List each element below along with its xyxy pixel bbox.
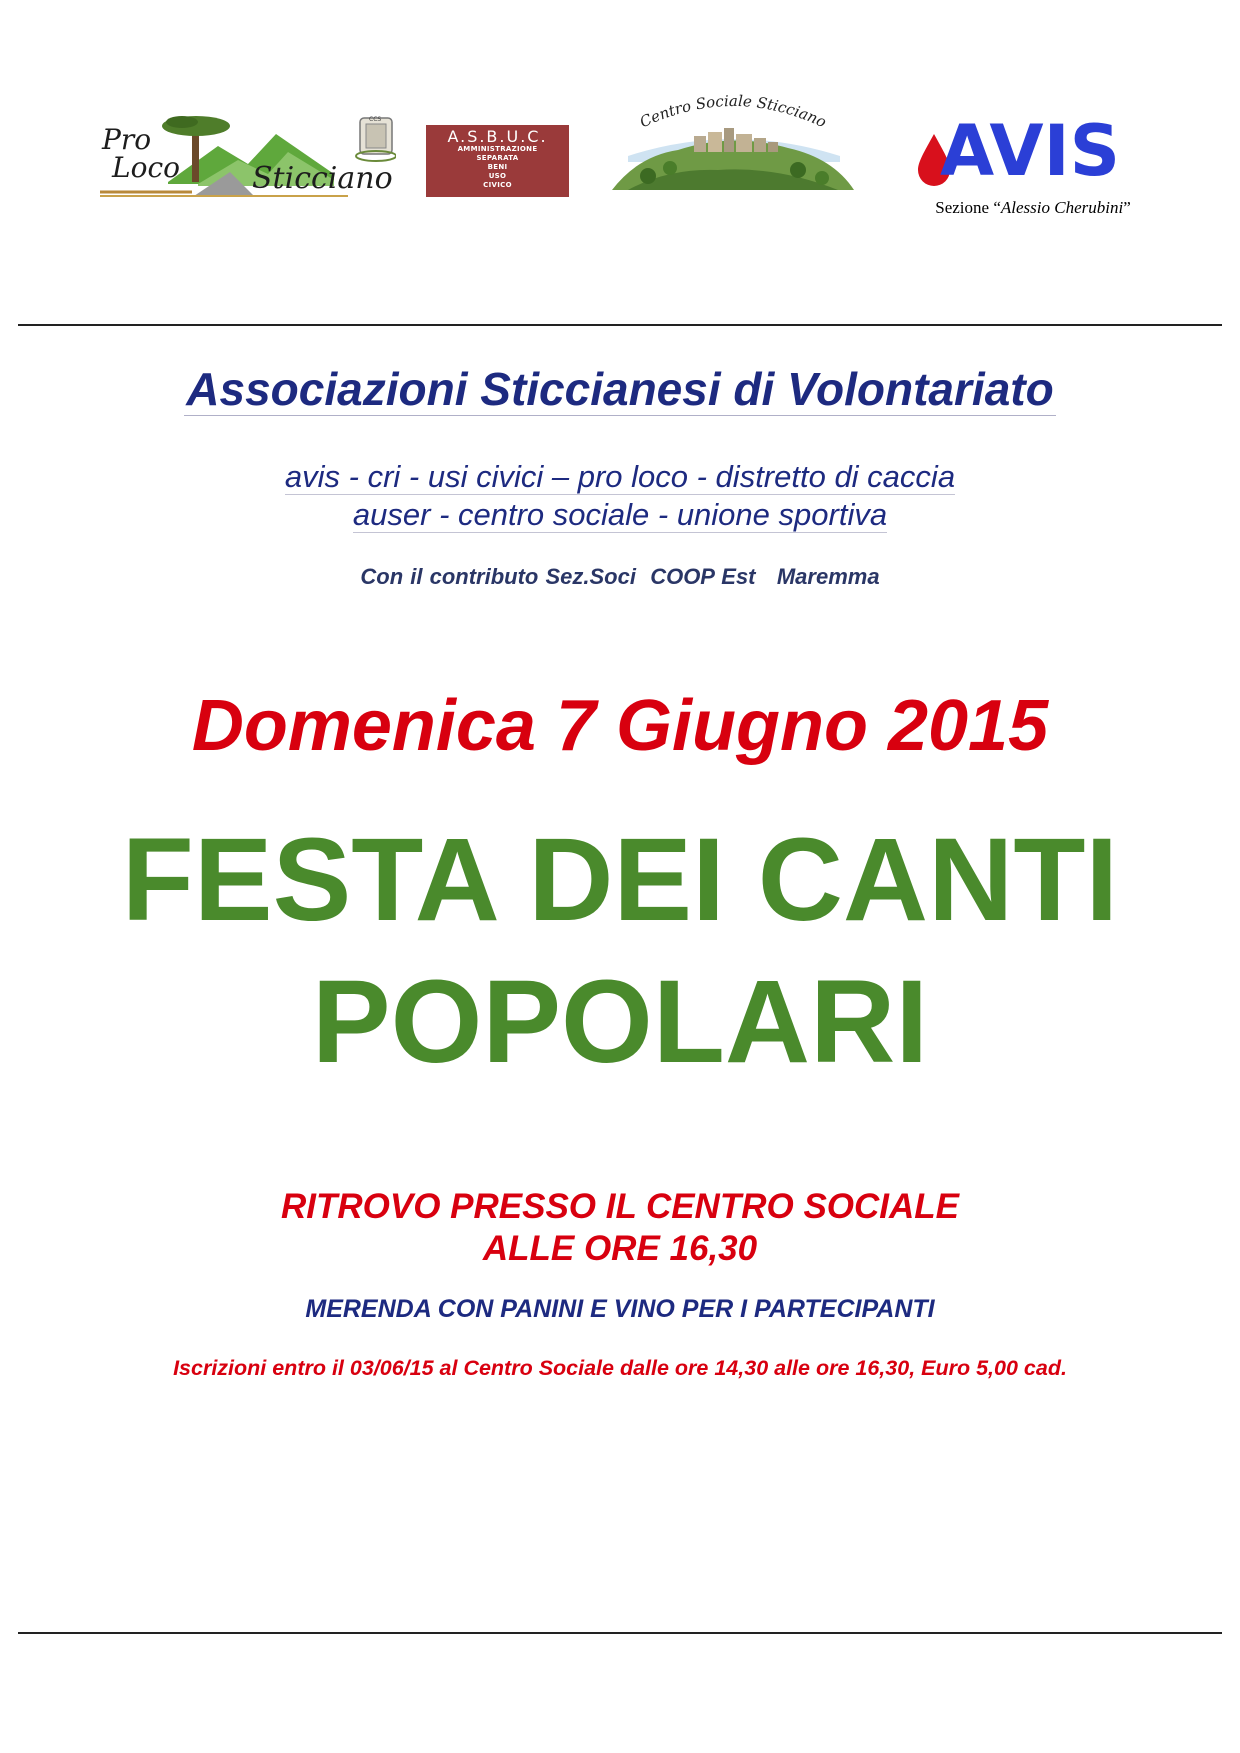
associations-title-text: Associazioni Sticcianesi di Volontariato — [186, 363, 1054, 415]
svg-text:CCS: CCS — [369, 116, 382, 123]
members-line-1 — [0, 458, 1240, 496]
event-date: Domenica 7 Giugno 2015 — [191, 686, 1049, 766]
top-divider — [18, 324, 1222, 326]
asbuc-line: AMMINISTRAZIONE — [457, 145, 538, 153]
registration-note: Iscrizioni entro il 03/06/15 al Centro Sociale dalle ore 14,30 alle ore 16,30, Euro 5,00 cad. — [173, 1356, 1067, 1380]
avis-section-suffix: ” — [1123, 198, 1131, 217]
village-hill-icon — [608, 92, 858, 196]
asbuc-line: BENI — [487, 163, 508, 171]
event-title-line-2: POPOLARI — [311, 956, 929, 1088]
proloco-word-sticciano: Sticciano — [252, 161, 393, 196]
snack-note: MERENDA CON PANINI E VINO PER I PARTECIPANTI — [305, 1295, 935, 1323]
asbuc-line: USO — [488, 172, 507, 180]
event-title-line-1: FESTA DEI CANTI — [121, 814, 1119, 946]
asbuc-title: A.S.B.U.C. — [447, 127, 548, 146]
avis-section — [910, 198, 1156, 218]
avis-wordmark: AVIS — [940, 110, 1121, 192]
asbuc-line: SEPARATA — [476, 154, 519, 162]
avis-logo — [910, 110, 1156, 234]
proloco-word-pro: Pro — [102, 123, 152, 156]
members-line-2-text: auser - centro sociale - unione sportiva — [352, 497, 888, 532]
meeting-place: RITROVO PRESSO IL CENTRO SOCIALE — [280, 1187, 960, 1226]
associations-title — [0, 362, 1240, 416]
asbuc-logo — [426, 125, 569, 197]
members-line-1-text: avis - cri - usi civici – pro loco - distretto di caccia — [284, 459, 956, 494]
bottom-divider — [18, 1632, 1222, 1634]
contribution-note: Con il contributo Sez.Soci COOP Est Maremma — [360, 564, 880, 589]
proloco-word-loco: Loco — [112, 151, 180, 184]
municipal-seal-icon — [356, 118, 396, 161]
meeting-time: ALLE ORE 16,30 — [482, 1229, 758, 1268]
avis-section-name: Alessio Cherubini — [1000, 198, 1124, 217]
centro-sociale-label: Centro Sociale Sticciano — [636, 92, 830, 132]
members-line-2 — [0, 496, 1240, 534]
centro-sociale-logo — [608, 92, 858, 196]
avis-section-prefix: Sezione “ — [935, 198, 1001, 217]
proloco-logo — [98, 112, 396, 200]
asbuc-line: CIVICO — [483, 181, 512, 189]
